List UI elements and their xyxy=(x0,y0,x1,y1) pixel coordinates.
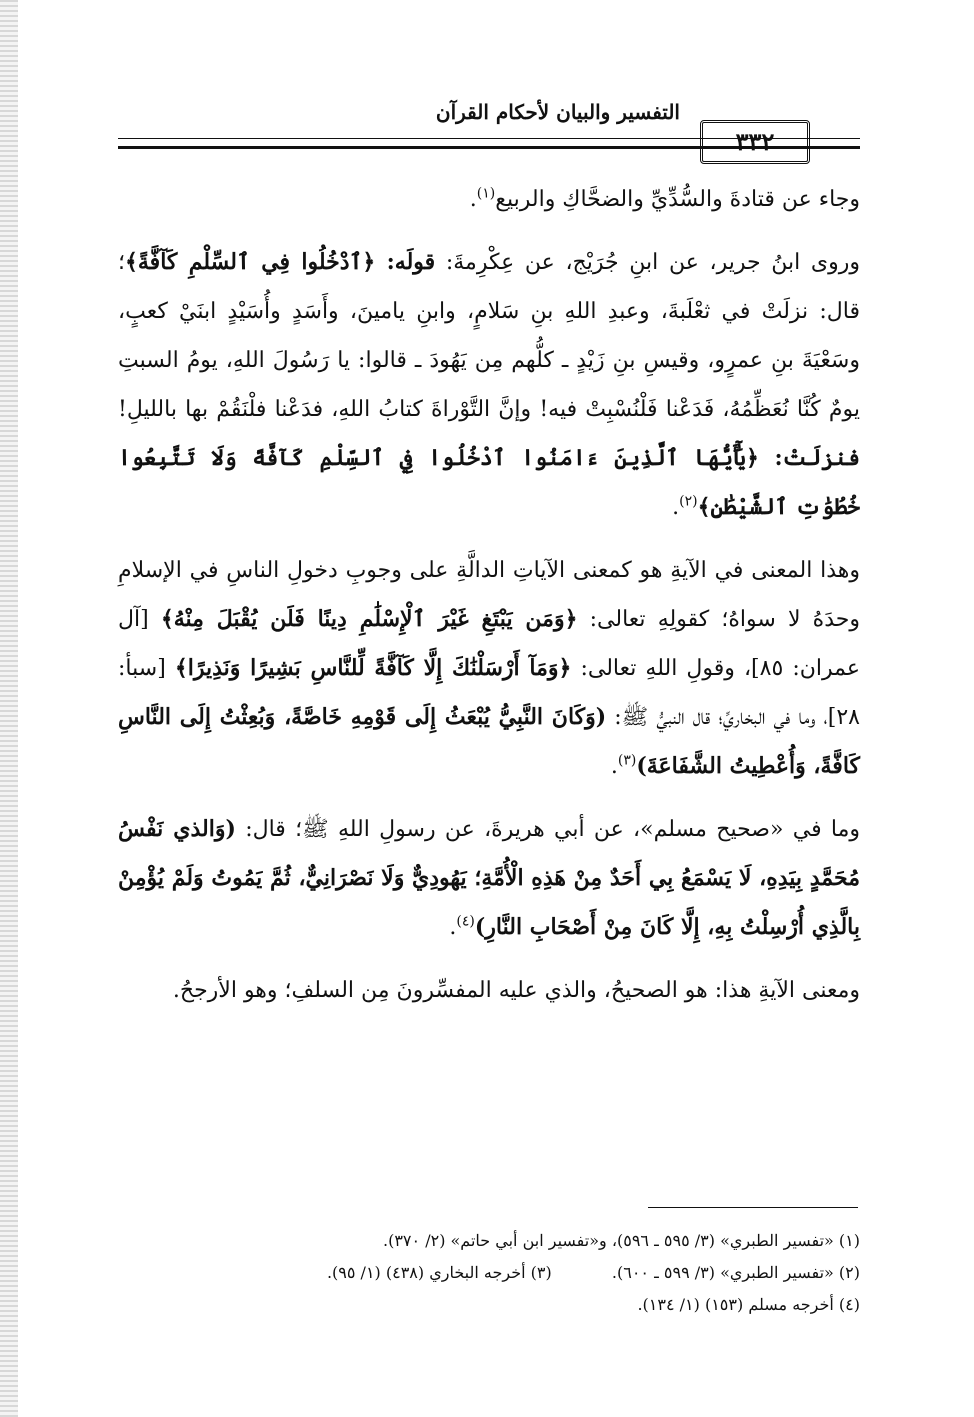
text-run: . xyxy=(469,187,477,212)
running-title: التفسير والبيان لأحكام القرآن xyxy=(435,100,680,124)
text-run: وجاء عن قتادةَ والسُّدِّيِّ والضحَّاكِ والربيع xyxy=(495,187,860,212)
paragraph xyxy=(118,238,860,532)
footnote-4: (٤) أخرجه مسلم (١٥٣) (١/ ١٣٤). xyxy=(637,1295,860,1314)
bold-phrase: (وَكَانَ النَّبِيُّ يُبْعَثُ إِلَى قَوْمِهِ خَاصَّةً، وَبُعِثْتُ إِلَى النَّاسِ كَافَّةً، وَأُعْطِيتُ الشَّفَاعَةَ) xyxy=(118,704,860,779)
text-run: . xyxy=(449,915,457,940)
quran-verse: ﴿يَٰٓأَيُّهَا ٱلَّذِينَ ءَامَنُوا ٱدْخُلُوا فِي ٱلسِّلْمِ كَآفَّةً وَلَا تَتَّبِعُوا خُطُوَٰتِ ٱلشَّيْطَٰنِ﴾ xyxy=(118,445,860,520)
paragraph xyxy=(118,805,860,952)
text-run: [سبأ: ٢٨]، وما في البخاريِّ؛ قال النبيُّ ﷺ: xyxy=(118,656,860,730)
page-number: ٣٣٢ xyxy=(700,120,810,164)
footnote-1: (١) «تفسير الطبري» (٣/ ٥٩٥ ـ ٥٩٦)، و«تفسير ابن أبي حاتم» (٢/ ٣٧٠). xyxy=(383,1231,860,1250)
footnote-3: (٣) أخرجه البخاري (٤٣٨) (١/ ٩٥). xyxy=(326,1263,552,1282)
bold-phrase: فنزلَتْ: xyxy=(758,445,860,471)
footnote-row-2 xyxy=(118,1257,860,1289)
footnote-divider xyxy=(648,1207,858,1208)
main-text xyxy=(118,175,860,1029)
header-rule xyxy=(118,138,860,139)
scan-edge xyxy=(0,0,18,1417)
paragraph xyxy=(118,175,860,224)
bold-phrase: قولَه: xyxy=(375,249,436,275)
text-run: ؛ قال: نزلَتْ في ثعْلَبةَ، وعبدِ اللهِ بنِ سَلامٍ، وابنِ يامينَ، وأَسَدٍ وأُسَيْدٍ ابنَيْ كعبٍ، وسَعْيَةَ بنِ عمرٍو، وقيسِ بنِ زَيْدٍ ـ كلُّهم مِن يَهُودَ ـ قالوا: يا رَسُولَ اللهِ، يومُ السبتِ يومٌ كُنَّا نُعَظِّمُهُ، فَدَعْنا فَلْنُسْبِتْ فيه! وإنَّ التَّوْراةَ كتابُ اللهِ، فدَعْنا فلْنَقُمْ بها بالليلِ! xyxy=(118,250,860,422)
text-run: وما في «صحيح مسلم»، عن أبي هريرةَ، عن رسولِ اللهِ ﷺ؛ قال: xyxy=(235,817,860,842)
page-header xyxy=(118,100,860,160)
header-rule-thick xyxy=(118,146,860,149)
footnote-marker: (٢) xyxy=(679,493,698,510)
text-run: [آل عمران: ٨٥]، وقولِ اللهِ تعالى: xyxy=(118,607,860,681)
bold-phrase: (وَالذي نَفْسُ مُحَمَّدٍ بِيَدِهِ، لَا يَسْمَعُ بِي أَحَدٌ مِنْ هَذِهِ الْأُمَّةِ؛ يَهُودِيٌّ وَلَا نَصْرَانِيٌّ، ثُمَّ يَمُوتُ وَلَمْ يُؤْمِنْ بِالَّذِي أُرْسِلْتُ بِهِ، إِلَّا كَانَ مِنْ أَصْحَابِ النَّارِ) xyxy=(118,816,860,940)
quran-verse: ﴿ٱدْخُلُوا فِي ٱلسِّلْمِ كَآفَّةً﴾ xyxy=(125,249,376,275)
quran-verse: ﴿وَمَآ أَرْسَلْنَٰكَ إِلَّا كَآفَّةً لِّلنَّاسِ بَشِيرًا وَنَذِيرًا﴾ xyxy=(174,655,572,681)
footnotes xyxy=(118,1225,860,1321)
footnote-marker: (٤) xyxy=(456,913,475,930)
text-run: وهذا المعنى في الآيةِ هو كمعنى الآياتِ الدالَّةِ على وجوبِ دخولِ الناسِ في الإسلامِ وحدَهُ لا سواهُ؛ كقولِهِ تعالى: xyxy=(118,558,860,632)
text-run: وروى ابنُ جرير، عن ابنِ جُرَيْج، عن عِكْرِمةَ: xyxy=(435,250,860,275)
text-run: . xyxy=(672,495,680,520)
footnote-2: (٢) «تفسير الطبري» (٣/ ٥٩٩ ـ ٦٠٠). xyxy=(611,1263,860,1282)
text-run: ومعنى الآيةِ هذا: هو الصحيحُ، والذي عليه المفسِّرونَ مِن السلفِ؛ وهو الأرجحُ. xyxy=(172,978,860,1003)
paragraph xyxy=(118,546,860,791)
quran-verse: ﴿وَمَن يَبْتَغِ غَيْرَ ٱلْإِسْلَٰمِ دِينًا فَلَن يُقْبَلَ مِنْهُ﴾ xyxy=(160,606,578,632)
footnote-marker: (١) xyxy=(476,185,496,202)
paragraph xyxy=(118,966,860,1015)
text-run: . xyxy=(610,754,618,779)
footnote-marker: (٣) xyxy=(617,752,637,769)
